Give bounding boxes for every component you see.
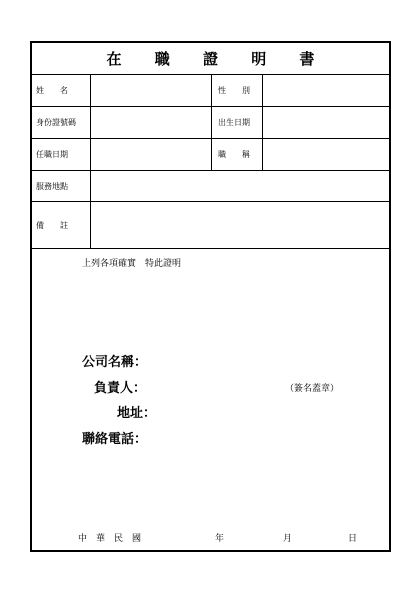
remark-label: 備 註 xyxy=(36,220,68,230)
phone-label: 聯絡電話： xyxy=(82,432,148,447)
row-remark xyxy=(32,202,389,249)
gender-value[interactable] xyxy=(263,75,389,106)
date-prefix: 中 華 民 國 xyxy=(78,534,142,544)
row-location xyxy=(32,171,389,202)
row-date-position xyxy=(32,139,389,171)
address-label: 地址： xyxy=(117,406,157,421)
birth-value[interactable] xyxy=(263,107,389,138)
location-value[interactable] xyxy=(91,171,389,201)
date-year: 年 xyxy=(215,534,225,544)
document-title: 在 職 證 明 書 xyxy=(32,43,389,75)
id-value[interactable] xyxy=(91,107,211,138)
position-label: 職 稱 xyxy=(218,150,250,159)
row-id-birth xyxy=(32,107,389,139)
company-name-label: 公司名稱： xyxy=(82,355,148,370)
responsible-label: 負責人： xyxy=(94,381,147,396)
signature-note: （簽名蓋章） xyxy=(285,384,340,394)
employ-date-label: 任職日期 xyxy=(36,150,68,159)
remark-value[interactable] xyxy=(91,202,389,248)
name-value[interactable] xyxy=(91,75,211,106)
row-name-gender xyxy=(32,75,389,107)
id-label: 身份證號碼 xyxy=(36,118,76,127)
name-label: 姓 名 xyxy=(36,86,68,95)
date-month: 月 xyxy=(283,534,293,544)
employ-date-value[interactable] xyxy=(91,139,211,170)
gender-label: 性 別 xyxy=(218,86,250,95)
certificate-frame xyxy=(30,41,391,552)
statement-text: 上列各項確實 特此證明 xyxy=(82,259,182,269)
position-value[interactable] xyxy=(263,139,389,170)
location-label: 服務地點 xyxy=(36,181,68,191)
date-day: 日 xyxy=(348,534,358,544)
birth-label: 出生日期 xyxy=(218,118,250,127)
